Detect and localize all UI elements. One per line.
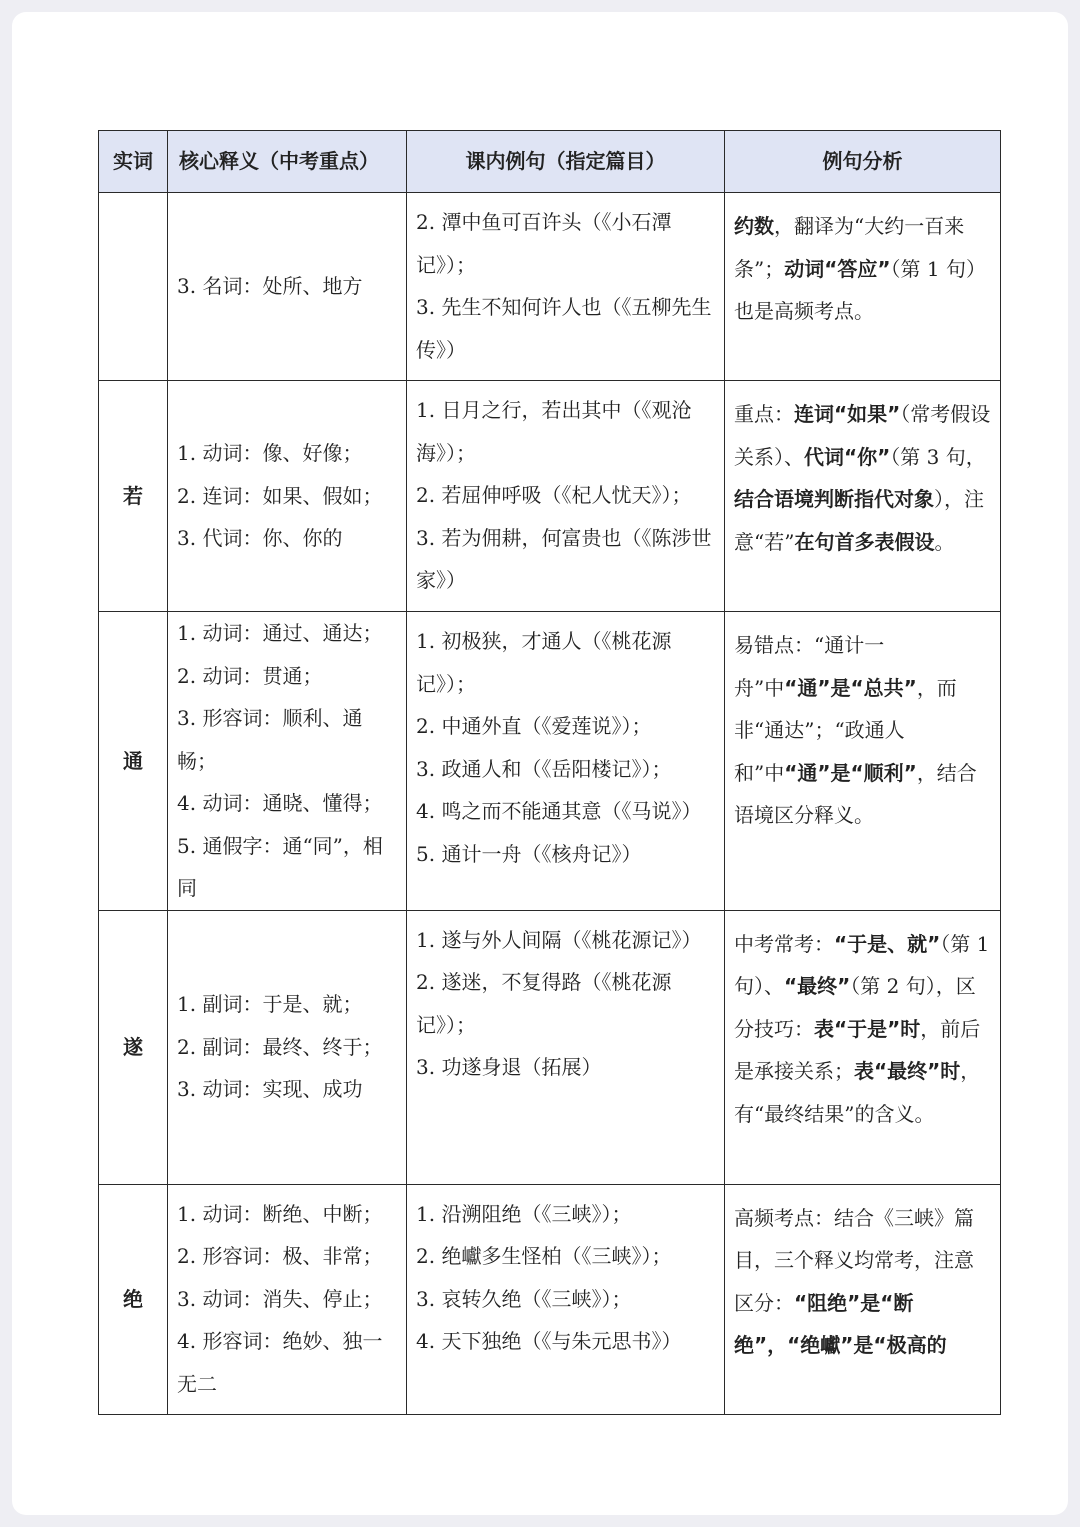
analysis-text: ，翻译为“大约一百来条”； (734, 214, 965, 281)
examples-cell (407, 381, 725, 612)
analysis-text: （第 3 句， (890, 444, 986, 469)
header-meaning: 核心释义（中考重点） (168, 131, 407, 193)
header-analysis: 例句分析 (725, 131, 1001, 193)
analysis-cell (725, 910, 1001, 1184)
meaning-item: 1. 动词：通过、通达； (177, 621, 383, 645)
meaning-item: 2. 形容词：极、非常； (177, 1244, 383, 1269)
analysis-text: 。 (934, 529, 955, 554)
analysis-highlight: “阻绝”是“断绝”，“绝巘”是“极高的 (734, 1290, 947, 1357)
meaning-item: 1. 副词：于是、就； (177, 992, 363, 1017)
example-sentence: 5. 通计一舟（《核舟记》） (416, 841, 642, 866)
example-sentence: 3. 先生不知何许人也（《五柳先生传》） (416, 295, 712, 362)
example-sentence: 3. 哀转久绝（《三峡》）； (416, 1286, 632, 1311)
analysis-highlight: 结合语境判断指代对象 (734, 487, 934, 511)
meaning-item: 2. 动词：贯通； (177, 663, 323, 688)
table-row (99, 1184, 1001, 1414)
analysis-text: （第 1 句）、 (734, 931, 990, 998)
example-sentence: 3. 若为佣耕，何富贵也（《陈涉世家》） (416, 525, 712, 592)
example-sentence: 4. 鸣之而不能通其意（《马说》） (416, 799, 702, 823)
analysis-text: ，有“最终结果”的含义。 (734, 1059, 981, 1126)
example-sentence: 2. 潭中鱼可百许头（《小石潭记》）； (416, 210, 672, 277)
example-sentence: 3. 政通人和（《岳阳楼记》）； (416, 756, 672, 781)
meaning-item: 4. 动词：通晓、懂得； (177, 791, 383, 815)
example-sentence: 1. 日月之行，若出其中（《观沧海》）； (416, 398, 692, 465)
example-sentence: 3. 功遂身退（拓展） (416, 1055, 602, 1079)
meaning-item: 2. 副词：最终、终于； (177, 1034, 383, 1059)
analysis-highlight: 动词“答应” (784, 256, 891, 281)
example-sentence: 4. 天下独绝（《与朱元思书》） (416, 1329, 682, 1353)
meaning-item: 3. 动词：消失、停止； (177, 1286, 383, 1311)
meanings-cell (168, 1184, 407, 1414)
analysis-text: （第 2 句），区分技巧： (734, 974, 976, 1041)
examples-cell (407, 612, 725, 911)
analysis-highlight: “于是、就” (834, 931, 941, 956)
table-header-row (99, 131, 1001, 193)
example-sentence: 1. 沿溯阻绝（《三峡》）； (416, 1201, 632, 1226)
word-cell: 若 (99, 381, 168, 612)
analysis-highlight: 约数 (734, 214, 774, 238)
analysis-text: ，结合语境区分释义。 (734, 760, 977, 827)
meaning-item: 5. 通假字：通“同”，相同 (177, 833, 383, 900)
analysis-text: 中考常考： (734, 931, 834, 956)
meaning-item: 2. 连词：如果、假如； (177, 483, 383, 508)
word-cell: 遂 (99, 910, 168, 1184)
meanings-cell (168, 612, 407, 911)
analysis-text: 高频考点：结合《三峡》篇目，三个释义均常考，注意区分： (734, 1205, 974, 1315)
meanings-cell (168, 910, 407, 1184)
header-examples: 课内例句（指定篇目） (407, 131, 725, 193)
example-sentence: 2. 中通外直（《爱莲说》）； (416, 714, 652, 738)
analysis-cell (725, 193, 1001, 381)
vocabulary-table (98, 130, 1001, 1415)
word-cell: 绝 (99, 1184, 168, 1414)
table-row (99, 381, 1001, 612)
analysis-text: ），注意“若” (734, 487, 984, 554)
example-sentence: 2. 绝巘多生怪柏（《三峡》）； (416, 1244, 672, 1268)
word-cell: 通 (99, 612, 168, 911)
meaning-item: 4. 形容词：绝妙、独一无二 (177, 1329, 383, 1396)
analysis-highlight: 在句首多表假设 (794, 529, 935, 554)
meanings-cell (168, 193, 407, 381)
example-sentence: 1. 初极狭，才通人（《桃花源记》）； (416, 629, 672, 696)
analysis-cell (725, 1184, 1001, 1414)
analysis-highlight: “通”是“总共” (784, 675, 917, 700)
analysis-text: （常考假设关系）、 (734, 402, 991, 469)
meaning-item: 1. 动词：断绝、中断； (177, 1201, 383, 1226)
example-sentence: 1. 遂与外人间隔（《桃花源记》） (416, 927, 702, 952)
analysis-highlight: 表“于是”时 (814, 1016, 921, 1041)
word-cell (99, 193, 168, 381)
analysis-cell (725, 381, 1001, 612)
meaning-item: 3. 形容词：顺利、通畅； (177, 706, 363, 773)
table-row (99, 910, 1001, 1184)
analysis-text: ，前后是承接关系； (734, 1016, 981, 1083)
example-sentence: 2. 遂迷，不复得路（《桃花源记》）； (416, 970, 672, 1037)
meaning-item: 1. 动词：像、好像； (177, 441, 363, 466)
analysis-text: 易错点：“通计一舟”中 (734, 633, 885, 700)
analysis-highlight: 表“最终”时 (854, 1059, 961, 1083)
analysis-text: （第 1 句）也是高频考点。 (734, 256, 986, 323)
analysis-highlight: 代词“你” (804, 444, 891, 469)
header-word: 实词 (99, 131, 168, 193)
table-row (99, 612, 1001, 911)
example-sentence: 2. 若屈伸呼吸（《杞人忧天》）； (416, 483, 692, 507)
analysis-highlight: “最终” (784, 974, 851, 998)
analysis-text: ，而非“通达”；“政通人和”中 (734, 675, 957, 785)
examples-cell (407, 193, 725, 381)
examples-cell (407, 910, 725, 1184)
analysis-cell (725, 612, 1001, 911)
meaning-item: 3. 代词：你、你的 (177, 526, 343, 551)
meaning-item: 3. 名词：处所、地方 (177, 274, 363, 299)
table-row (99, 193, 1001, 381)
meaning-item: 3. 动词：实现、成功 (177, 1077, 363, 1102)
analysis-highlight: “通”是“顺利” (784, 760, 917, 785)
analysis-text: 重点： (734, 402, 794, 426)
examples-cell (407, 1184, 725, 1414)
meanings-cell (168, 381, 407, 612)
analysis-highlight: 连词“如果” (794, 402, 901, 426)
